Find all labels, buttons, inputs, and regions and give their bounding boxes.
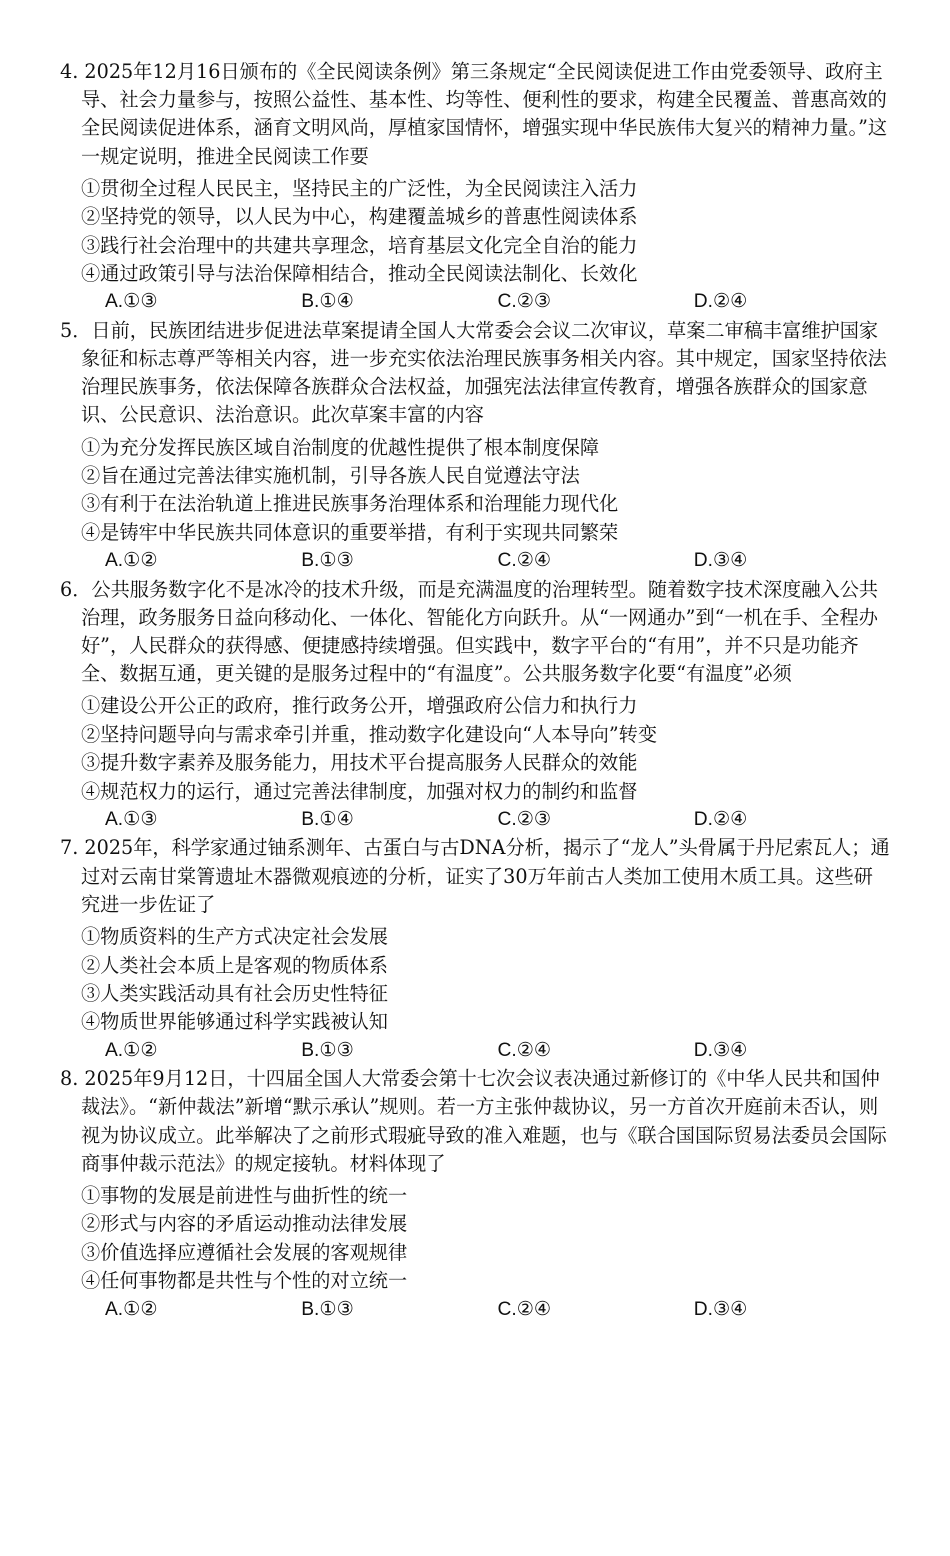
answer-choice-b: B.①④ xyxy=(301,809,354,831)
statement-option: ②坚持问题导向与需求牵引并重，推动数字化建设向“人本导向”转变 xyxy=(81,722,658,746)
answer-choice-c: C.②③ xyxy=(497,291,552,313)
question-stem: 8. 2025年9月12日，十四届全国人大常委会第十七次会议表决通过新修订的《中华人民共和国仲裁法》。“新仲裁法”新增“默示承认”规则。若一方主张仲裁协议，另一方首次开庭前未否认，则视为协议成立。此举解决了之前形式瑕疵导致的准入难题，也与《联合国国际贸易法委员会国际商事仲裁示范法》的规定接轨。材料体现了 xyxy=(60,1067,887,1175)
answer-choice-a: A.①② xyxy=(105,550,158,572)
answer-choice-d: D.③④ xyxy=(693,1039,748,1061)
question-stem: 4. 2025年12月16日颁布的《全民阅读条例》第三条规定“全民阅读促进工作由党委领导、政府主导、社会力量参与，按照公益性、基本性、均等性、便利性的要求，构建全民覆盖、普惠高效的全民阅读促进体系，涵育文明风尚，厚植家国情怀，增强实现中华民族伟大复兴的精神力量。”这一规定说明，推进全民阅读工作要 xyxy=(60,60,888,168)
answer-choice-c: C.②③ xyxy=(497,809,552,831)
answer-choice-c: C.②④ xyxy=(497,1298,552,1320)
answer-choices xyxy=(60,547,890,575)
statement-option: ④物质世界能够通过科学实践被认知 xyxy=(81,1010,388,1034)
question-stem: 5．日前，民族团结进步促进法草案提请全国人大常委会会议二次审议，草案二审稿丰富维护国家象征和标志尊严等相关内容，进一步充实依法治理民族事务相关内容。其中规定，国家坚持依法治理民族事务，依法保障各族群众合法权益，加强宪法法律宣传教育，增强各族群众的国家意识、公民意识、法治意识。此次草案丰富的内容 xyxy=(60,318,887,427)
statement-option: ③价值选择应遵循社会发展的客观规律 xyxy=(81,1240,408,1264)
statement-option: ③有利于在法治轨道上推进民族事务治理体系和治理能力现代化 xyxy=(81,492,619,516)
answer-choices xyxy=(60,1296,890,1324)
answer-choices xyxy=(60,806,890,834)
question-stem: 7. 2025年，科学家通过铀系测年、古蛋白与古DNA分析，揭示了“龙人”头骨属于丹尼索瓦人；通过对云南甘棠箐遗址木器微观痕迹的分析，证实了30万年前古人类加工使用木质工具。这些研究进一步佐证了 xyxy=(60,836,890,916)
statement-option: ③人类实践活动具有社会历史性特征 xyxy=(81,981,388,1005)
answer-choice-b: B.①③ xyxy=(301,1039,354,1061)
answer-choice-b: B.①④ xyxy=(301,291,354,313)
answer-choice-b: B.①③ xyxy=(301,550,354,572)
statement-option: ①为充分发挥民族区域自治制度的优越性提供了根本制度保障 xyxy=(81,435,600,459)
question-7 xyxy=(60,834,890,1065)
answer-choice-d: D.②④ xyxy=(693,809,748,831)
statement-option: ②坚持党的领导，以人民为中心，构建覆盖城乡的普惠性阅读体系 xyxy=(81,205,638,229)
statement-option: ①贯彻全过程人民民主，坚持民主的广泛性，为全民阅读注入活力 xyxy=(81,176,638,200)
answer-choices xyxy=(60,288,890,316)
statement-option: ④通过政策引导与法治保障相结合，推动全民阅读法制化、长效化 xyxy=(81,262,638,286)
answer-choice-d: D.③④ xyxy=(693,1298,748,1320)
statement-option: ④是铸牢中华民族共同体意识的重要举措，有利于实现共同繁荣 xyxy=(81,520,619,544)
question-stem: 6．公共服务数字化不是冰冷的技术升级，而是充满温度的治理转型。随着数字技术深度融入公共治理，政务服务日益向移动化、一体化、智能化方向跃升。从“一网通办”到“一机在手、全程办好”，人民群众的获得感、便捷感持续增强。但实践中，数字平台的“有用”，并不只是功能齐全、数据互通，更关键的是服务过程中的“有温度”。公共服务数字化要“有温度”必须 xyxy=(60,577,879,686)
question-8 xyxy=(60,1065,890,1324)
statement-option: ①建设公开公正的政府，推行政务公开，增强政府公信力和执行力 xyxy=(81,694,638,718)
question-6 xyxy=(60,576,890,835)
answer-choice-a: A.①② xyxy=(105,1039,158,1061)
answer-choice-a: A.①③ xyxy=(105,291,158,313)
statement-option: ③提升数字素养及服务能力，用技术平台提高服务人民群众的效能 xyxy=(81,751,638,775)
answer-choice-c: C.②④ xyxy=(497,550,552,572)
answer-choice-c: C.②④ xyxy=(497,1039,552,1061)
answer-choice-d: D.③④ xyxy=(693,550,748,572)
statement-option: ③践行社会治理中的共建共享理念，培育基层文化完全自治的能力 xyxy=(81,233,638,257)
answer-choice-b: B.①③ xyxy=(301,1298,354,1320)
answer-choice-a: A.①③ xyxy=(105,809,158,831)
statement-option: ②旨在通过完善法律实施机制，引导各族人民自觉遵法守法 xyxy=(81,464,580,488)
statement-option: ②人类社会本质上是客观的物质体系 xyxy=(81,953,388,977)
answer-choices xyxy=(60,1037,890,1065)
question-5 xyxy=(60,317,890,576)
exam-page xyxy=(60,58,890,1324)
statement-option: ①物质资料的生产方式决定社会发展 xyxy=(81,925,388,949)
question-4 xyxy=(60,58,890,317)
statement-option: ④规范权力的运行，通过完善法律制度，加强对权力的制约和监督 xyxy=(81,779,638,803)
statement-option: ④任何事物都是共性与个性的对立统一 xyxy=(81,1269,408,1293)
answer-choice-a: A.①② xyxy=(105,1298,158,1320)
statement-option: ①事物的发展是前进性与曲折性的统一 xyxy=(81,1183,408,1207)
statement-option: ②形式与内容的矛盾运动推动法律发展 xyxy=(81,1212,408,1236)
answer-choice-d: D.②④ xyxy=(693,291,748,313)
